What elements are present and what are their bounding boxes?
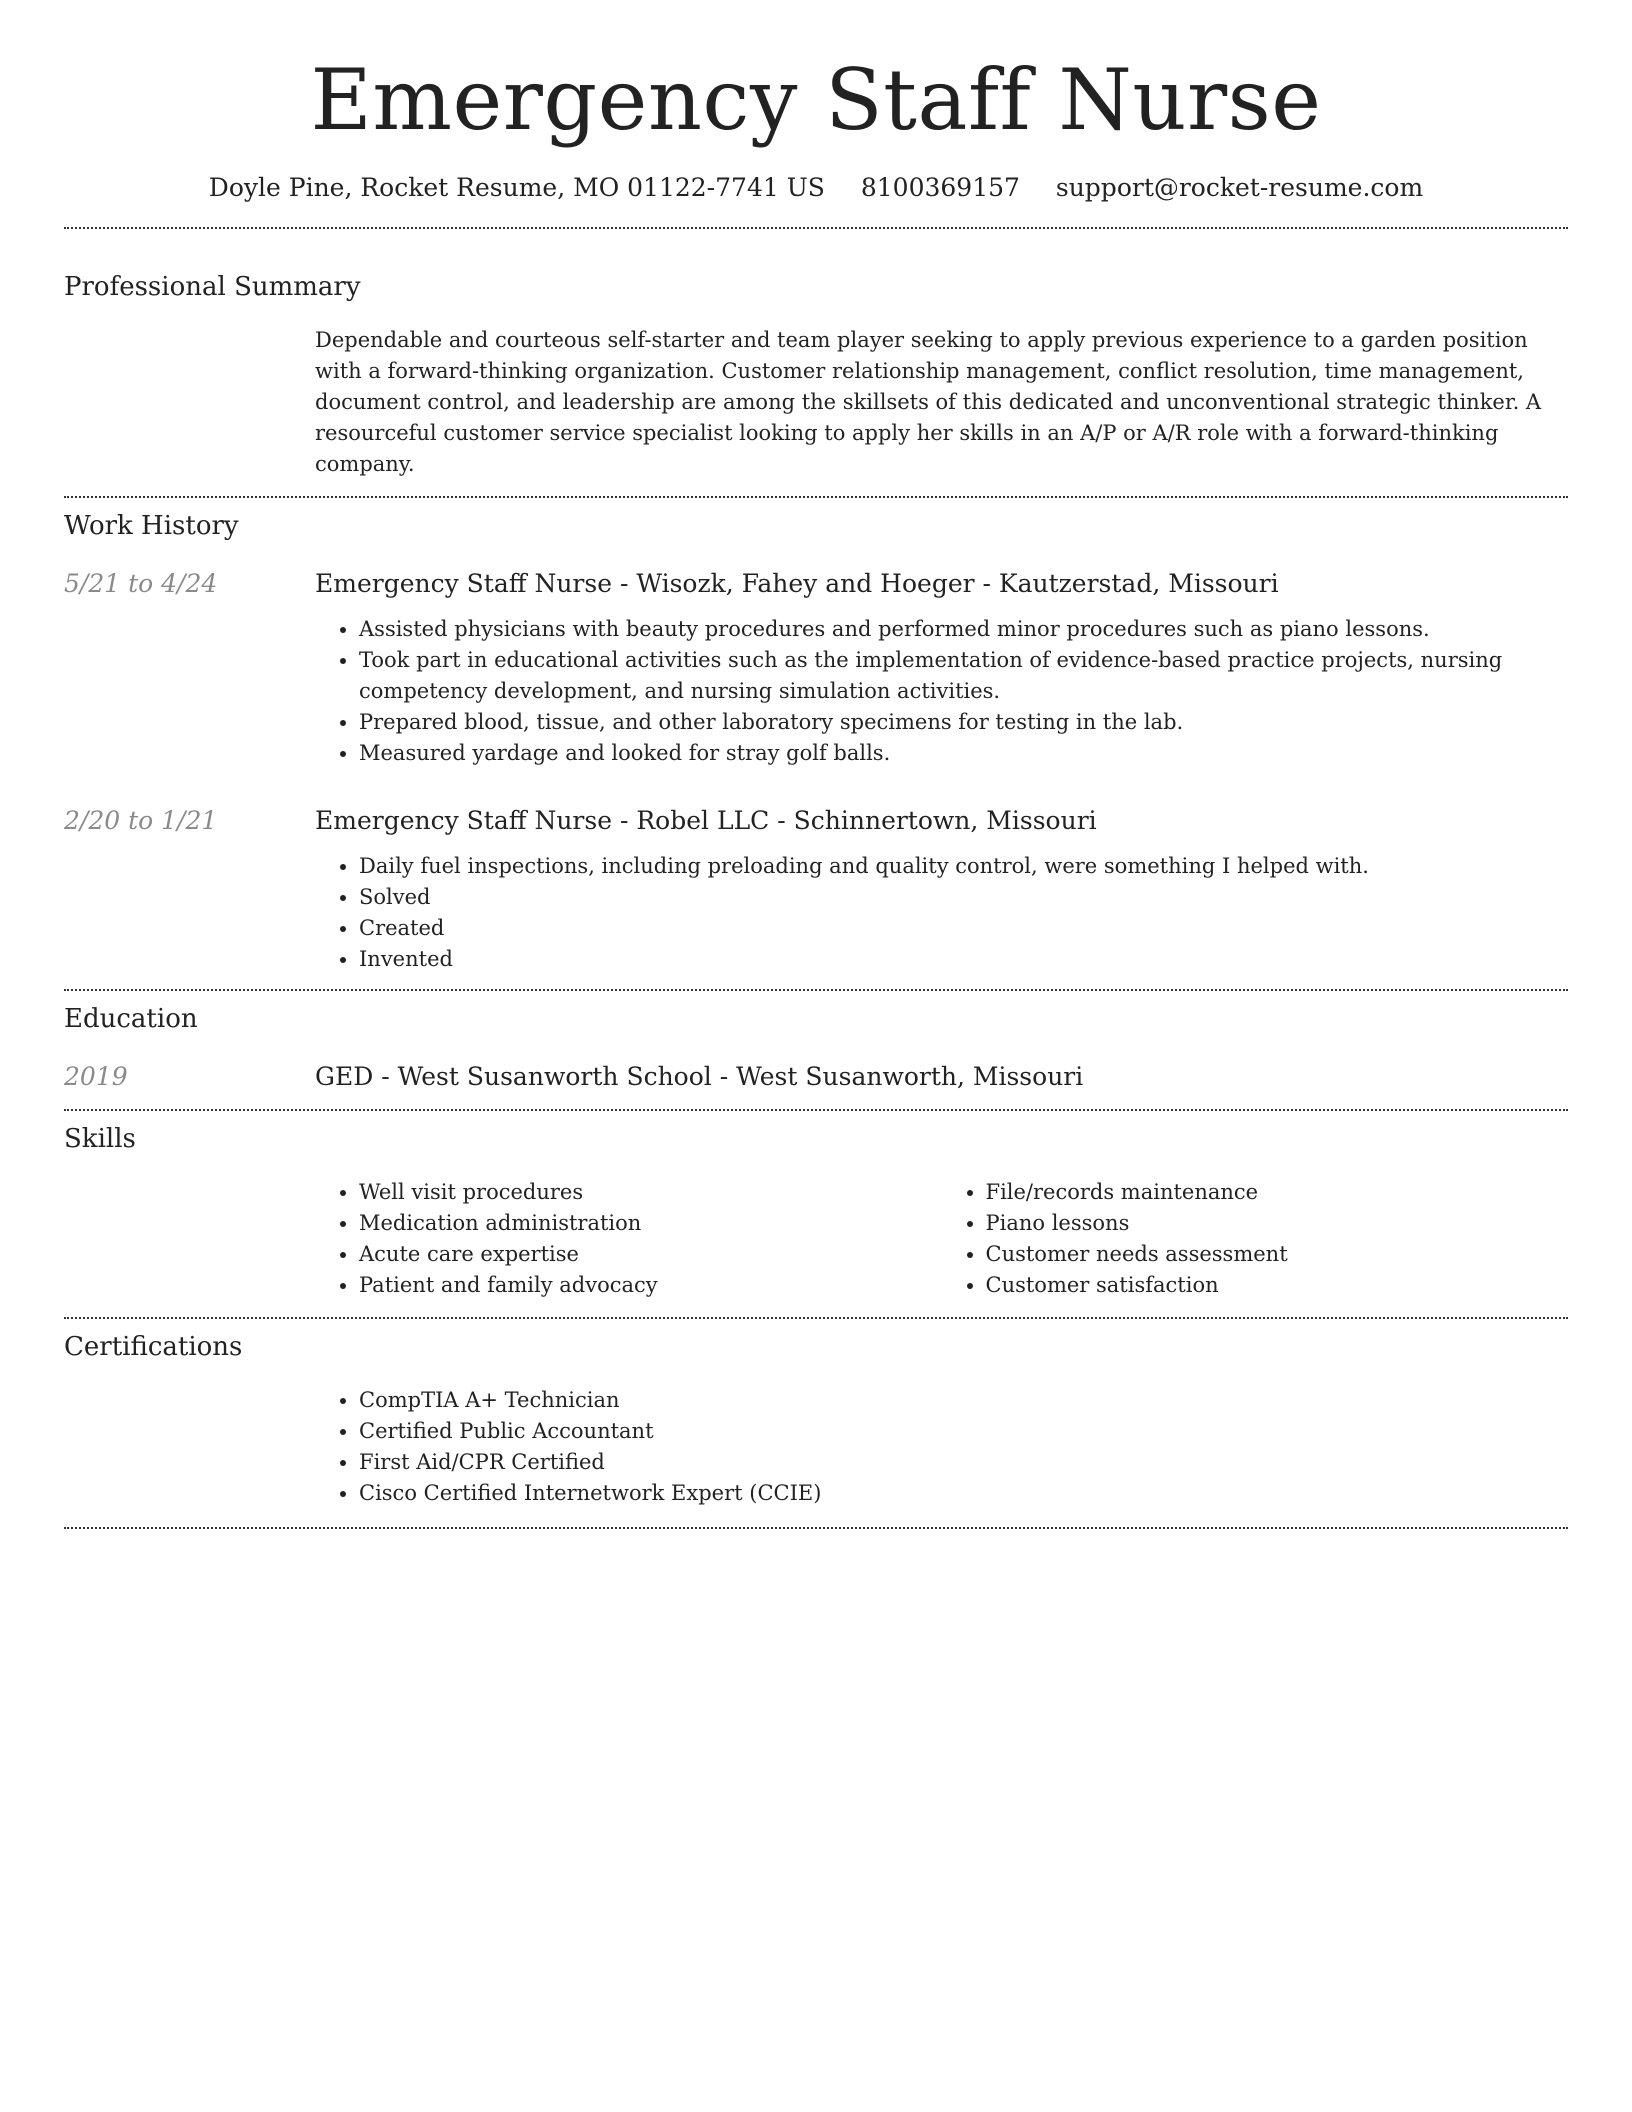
section-title-education: Education [64, 1004, 198, 1034]
list-item: • File/records maintenance [986, 1177, 1569, 1208]
section-title-work-history: Work History [64, 511, 239, 541]
list-item: • Invented [359, 944, 1568, 975]
job-title: Emergency Staff Nurse - Robel LLC - Schinnertown, Missouri [315, 806, 1097, 835]
divider [64, 1527, 1568, 1529]
divider [64, 989, 1568, 991]
divider [64, 1109, 1568, 1111]
skills-columns [315, 1177, 1568, 1301]
education-date: 2019 [64, 1062, 128, 1091]
list-item: • Well visit procedures [359, 1177, 942, 1208]
list-item: • Customer satisfaction [986, 1270, 1569, 1301]
section-title-certifications: Certifications [64, 1332, 243, 1362]
list-item: • Daily fuel inspections, including preloading and quality control, were something I helped with. [359, 851, 1568, 882]
education-entry [64, 1061, 1568, 1093]
divider [64, 496, 1568, 498]
contact-phone: 8100369157 [860, 173, 1020, 202]
job-date: 5/21 to 4/24 [64, 569, 218, 598]
list-item: • Took part in educational activities such as the implementation of evidence-based practice projects, nursing competency development, and nursing simulation activities. [359, 645, 1568, 707]
summary-text: Dependable and courteous self-starter and team player seeking to apply previous experience to a garden position with a forward-thinking organization. Customer relationship management, conflict resolution, time management, document control, and leadership are among the skillsets of this dedicated and unconventional strategic thinker. A resourceful customer service specialist looking to apply her skills in an A/P or A/R role with a forward-thinking company. [315, 328, 1542, 476]
list-item: • CompTIA A+ Technician [359, 1385, 1568, 1416]
skills-list-left [315, 1177, 942, 1301]
job-entry [64, 568, 1568, 769]
list-item: • Solved [359, 882, 1568, 913]
list-item: • Medication administration [359, 1208, 942, 1239]
list-item: • Patient and family advocacy [359, 1270, 942, 1301]
job-entry [64, 805, 1568, 975]
certifications-content [315, 1385, 1568, 1509]
divider [64, 1317, 1568, 1319]
list-item: • Customer needs assessment [986, 1239, 1569, 1270]
contact-address: Doyle Pine, Rocket Resume, MO 01122-7741 US [208, 173, 825, 202]
list-item: • First Aid/CPR Certified [359, 1447, 1568, 1478]
list-item: • Piano lessons [986, 1208, 1569, 1239]
contact-line [64, 172, 1568, 204]
education-details: GED - West Susanworth School - West Susanworth, Missouri [315, 1062, 1084, 1091]
resume-name: Emergency Staff Nurse [310, 51, 1322, 149]
list-item: • Measured yardage and looked for stray golf balls. [359, 738, 1568, 769]
list-item: • Cisco Certified Internetwork Expert (CCIE) [359, 1478, 1568, 1509]
list-item: • Certified Public Accountant [359, 1416, 1568, 1447]
section-title-skills: Skills [64, 1124, 136, 1154]
section-title-summary: Professional Summary [64, 272, 361, 302]
list-item: • Acute care expertise [359, 1239, 942, 1270]
contact-email: support@rocket-resume.com [1055, 173, 1424, 202]
job-bullets [315, 851, 1568, 975]
job-bullets [315, 614, 1568, 769]
divider [64, 227, 1568, 229]
job-date: 2/20 to 1/21 [64, 806, 218, 835]
list-item: • Prepared blood, tissue, and other laboratory specimens for testing in the lab. [359, 707, 1568, 738]
list-item: • Created [359, 913, 1568, 944]
job-title: Emergency Staff Nurse - Wisozk, Fahey and Hoeger - Kautzerstad, Missouri [315, 569, 1279, 598]
skills-list-right [942, 1177, 1569, 1301]
certifications-list [315, 1385, 1568, 1509]
list-item: • Assisted physicians with beauty procedures and performed minor procedures such as piano lessons. [359, 614, 1568, 645]
resume-page [64, 0, 1568, 1529]
